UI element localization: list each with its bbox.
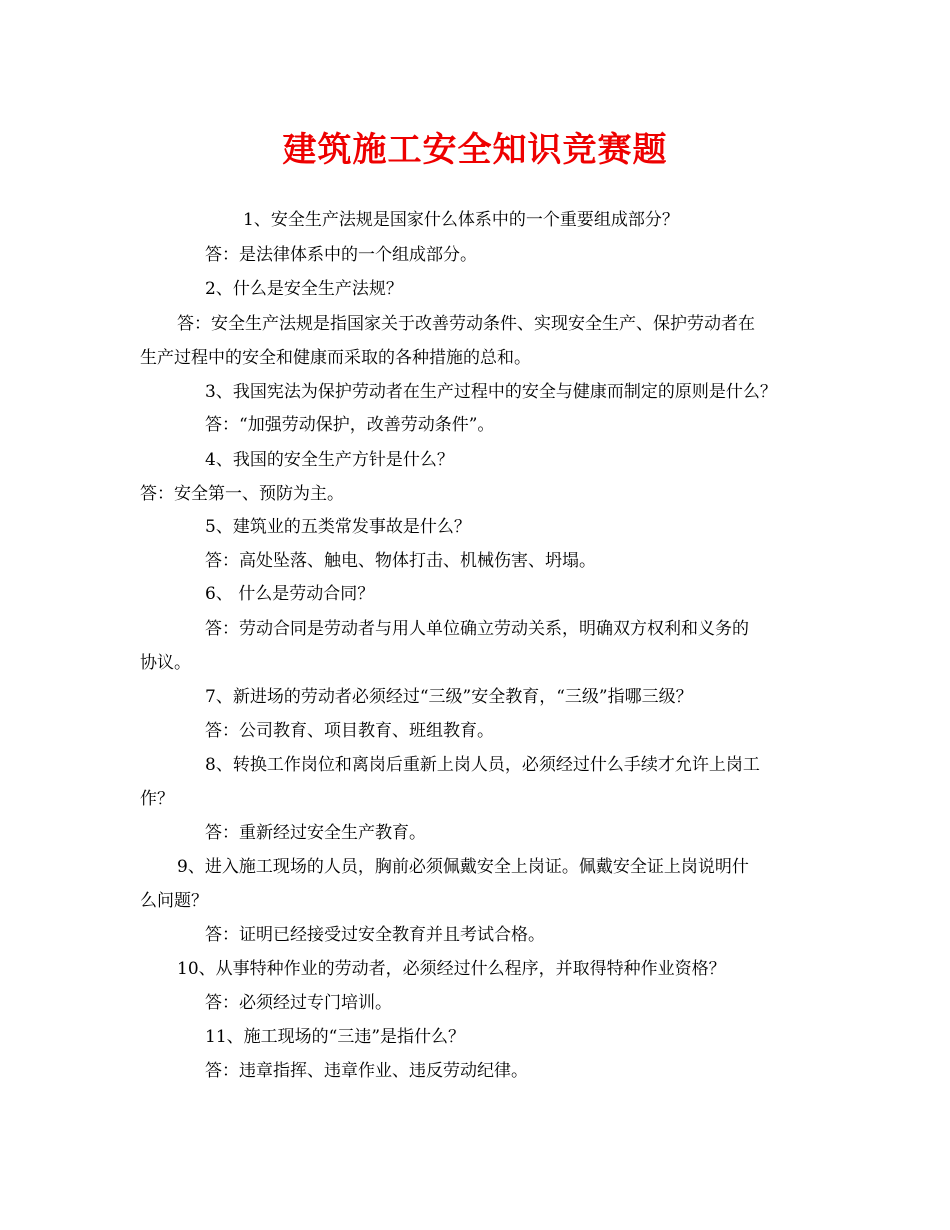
question-5: 5、建筑业的五类常发事故是什么？ xyxy=(205,517,471,537)
question-7: 7、新进场的劳动者必须经过“三级”安全教育，“三级”指哪三级？ xyxy=(205,687,693,707)
answer-3: 答：“加强劳动保护，改善劳动条件”。 xyxy=(205,415,495,435)
answer-5: 答：高处坠落、触电、物体打击、机械伤害、坍塌。 xyxy=(205,551,596,571)
question-10: 10、从事特种作业的劳动者，必须经过什么程序，并取得特种作业资格？ xyxy=(177,959,726,979)
question-2: 2、什么是安全生产法规？ xyxy=(205,279,403,299)
answer-4: 答：安全第一、预防为主。 xyxy=(140,484,344,504)
answer-8: 答：重新经过安全生产教育。 xyxy=(205,823,426,843)
answer-2-line-2: 生产过程中的安全和健康而采取的各种措施的总和。 xyxy=(140,348,531,368)
question-8-line-2: 作？ xyxy=(140,789,174,809)
answer-6-line-1: 答：劳动合同是劳动者与用人单位确立劳动关系，明确双方权利和义务的 xyxy=(205,619,749,639)
question-4: 4、我国的安全生产方针是什么？ xyxy=(205,450,454,470)
answer-1: 答：是法律体系中的一个组成部分。 xyxy=(205,245,477,265)
question-8-line-1: 8、转换工作岗位和离岗后重新上岗人员，必须经过什么手续才允许上岗工 xyxy=(205,755,760,775)
answer-7: 答：公司教育、项目教育、班组教育。 xyxy=(205,721,494,741)
question-1: 1、安全生产法规是国家什么体系中的一个重要组成部分？ xyxy=(243,210,679,230)
answer-10: 答：必须经过专门培训。 xyxy=(205,993,392,1013)
answer-6-line-2: 协议。 xyxy=(140,653,191,673)
question-6: 6、 什么是劳动合同？ xyxy=(205,584,375,604)
question-3: 3、我国宪法为保护劳动者在生产过程中的安全与健康而制定的原则是什么？ xyxy=(205,382,777,402)
answer-11: 答：违章指挥、违章作业、违反劳动纪律。 xyxy=(205,1061,528,1081)
question-9-line-2: 么问题？ xyxy=(140,891,208,911)
document-title: 建筑施工安全知识竞赛题 xyxy=(282,130,668,170)
answer-2-line-1: 答：安全生产法规是指国家关于改善劳动条件、实现安全生产、保护劳动者在 xyxy=(177,314,755,334)
answer-9: 答：证明已经接受过安全教育并且考试合格。 xyxy=(205,925,545,945)
question-11: 11、施工现场的“三违”是指什么？ xyxy=(205,1027,466,1047)
question-9-line-1: 9、进入施工现场的人员，胸前必须佩戴安全上岗证。佩戴安全证上岗说明什 xyxy=(177,857,749,877)
